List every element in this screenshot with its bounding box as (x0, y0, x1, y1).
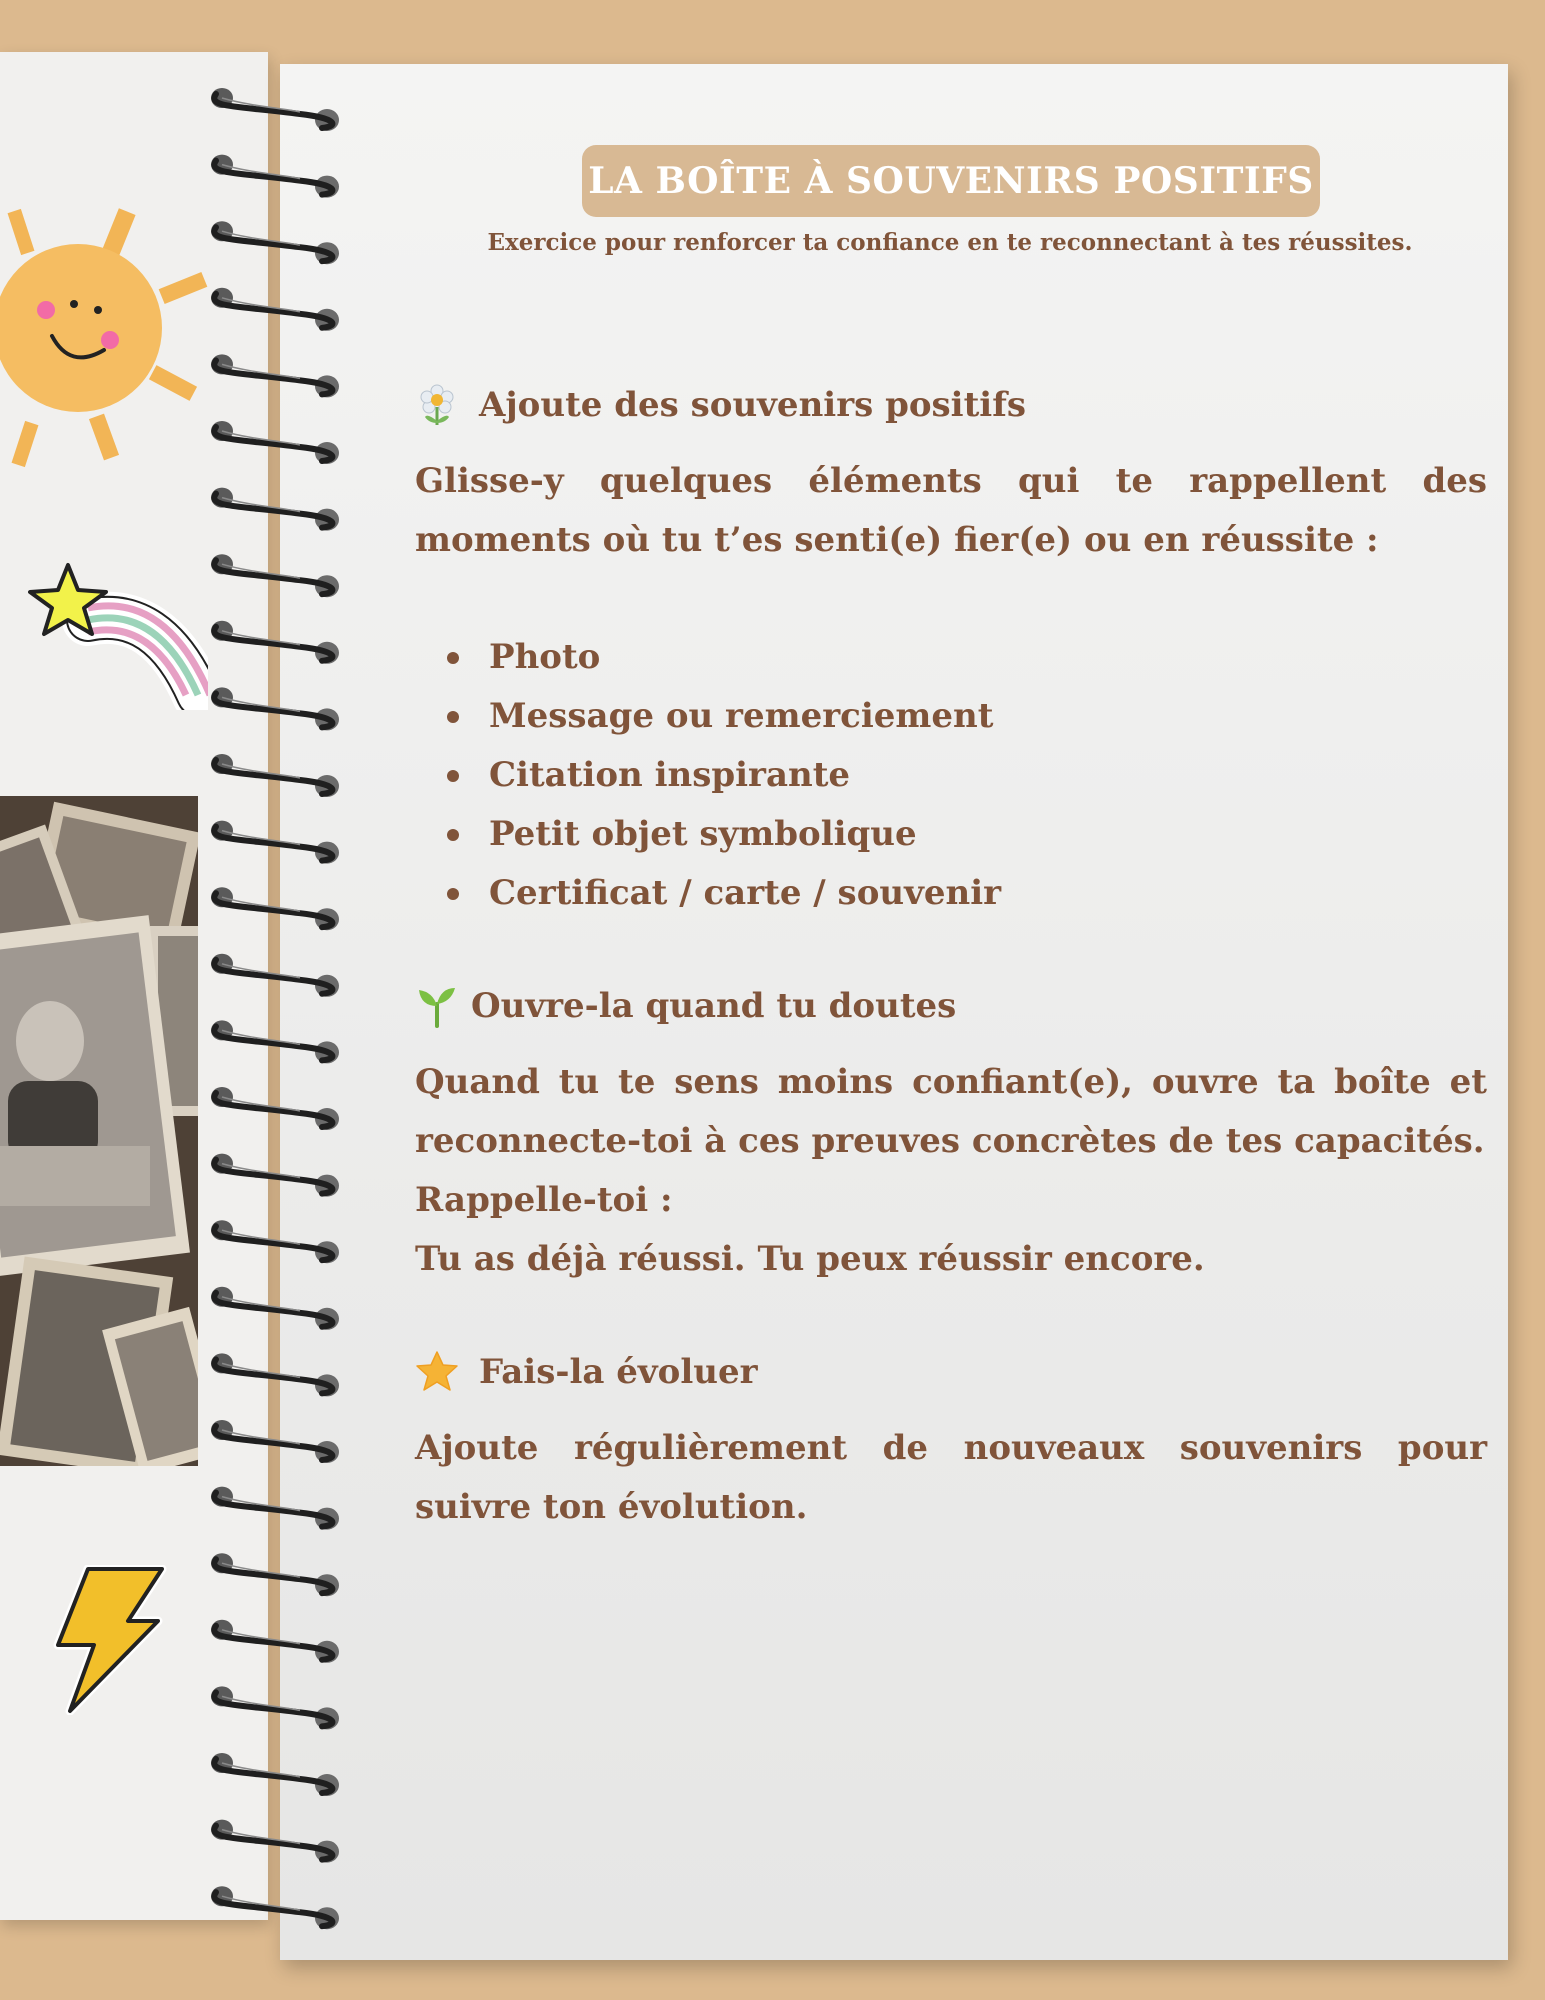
section-paragraph: Glisse-y quelques éléments qui te rappellent des moments où tu t’es senti(e) fier(e) ou en réussite : (415, 461, 1487, 560)
section-heading-text: Ouvre-la quand tu doutes (471, 985, 957, 1026)
binding-ring (211, 421, 339, 464)
main-content (415, 370, 1487, 1537)
binding-ring (211, 1753, 339, 1796)
binding-ring (211, 821, 339, 864)
binding-ring (211, 1154, 339, 1197)
binding-ring (211, 754, 339, 797)
binding-ring (211, 488, 339, 531)
list-item: Petit objet symbolique (447, 805, 1487, 864)
list-item: Citation inspirante (447, 746, 1487, 805)
page-subtitle: Exercice pour renforcer ta confiance en te reconnectant à tes réussites. (487, 229, 1413, 256)
flower-icon (415, 383, 459, 427)
binding-ring (211, 1686, 339, 1729)
binding-ring (211, 1087, 339, 1130)
section-heading-text: Fais-la évoluer (479, 1351, 758, 1392)
binding-ring (211, 1553, 339, 1596)
binding-ring (211, 1820, 339, 1863)
binding-ring (211, 1220, 339, 1263)
binding-ring (211, 1420, 339, 1463)
binding-ring (211, 88, 339, 131)
binding-ring (211, 887, 339, 930)
binding-ring (211, 621, 339, 664)
section-heading-3 (415, 1337, 1487, 1407)
binding-ring (211, 1287, 339, 1330)
binding-ring (211, 155, 339, 198)
binding-ring (211, 954, 339, 997)
list-item: Photo (447, 628, 1487, 687)
section-paragraph: Rappelle-toi : (415, 1180, 673, 1220)
list-item: Certificat / carte / souvenir (447, 864, 1487, 923)
section-paragraph: Tu as déjà réussi. Tu peux réussir encore. (415, 1239, 1205, 1279)
binding-ring (211, 354, 339, 397)
page-title: LA BOÎTE À SOUVENIRS POSITIFS (582, 145, 1320, 217)
lightning-sticker (50, 1565, 170, 1715)
section-paragraph: Ajoute régulièrement de nouveaux souvenirs pour suivre ton évolution. (415, 1428, 1487, 1527)
binding-ring (211, 221, 339, 264)
list-item: Message ou remerciement (447, 687, 1487, 746)
binding-ring (211, 1620, 339, 1663)
binding-ring (211, 1353, 339, 1396)
binding-ring (211, 687, 339, 730)
seedling-icon (415, 984, 459, 1028)
binding-ring (211, 1487, 339, 1530)
binding-ring (211, 554, 339, 597)
vintage-photo-collage (0, 796, 198, 1466)
star-icon (415, 1350, 459, 1394)
spiral-binding (196, 0, 356, 2000)
shooting-star-sticker (28, 560, 208, 710)
bullet-list (447, 628, 1487, 923)
section-paragraph: Quand tu te sens moins confiant(e), ouvre ta boîte et reconnecte-toi à ces preuves concrètes de tes capacités. (415, 1062, 1487, 1161)
section-heading-text: Ajoute des souvenirs positifs (479, 384, 1026, 425)
section-heading-1 (415, 370, 1487, 440)
binding-ring (211, 288, 339, 331)
binding-ring (211, 1886, 339, 1929)
sun-sticker (0, 200, 210, 470)
binding-ring (211, 1020, 339, 1063)
section-heading-2 (415, 971, 1487, 1041)
